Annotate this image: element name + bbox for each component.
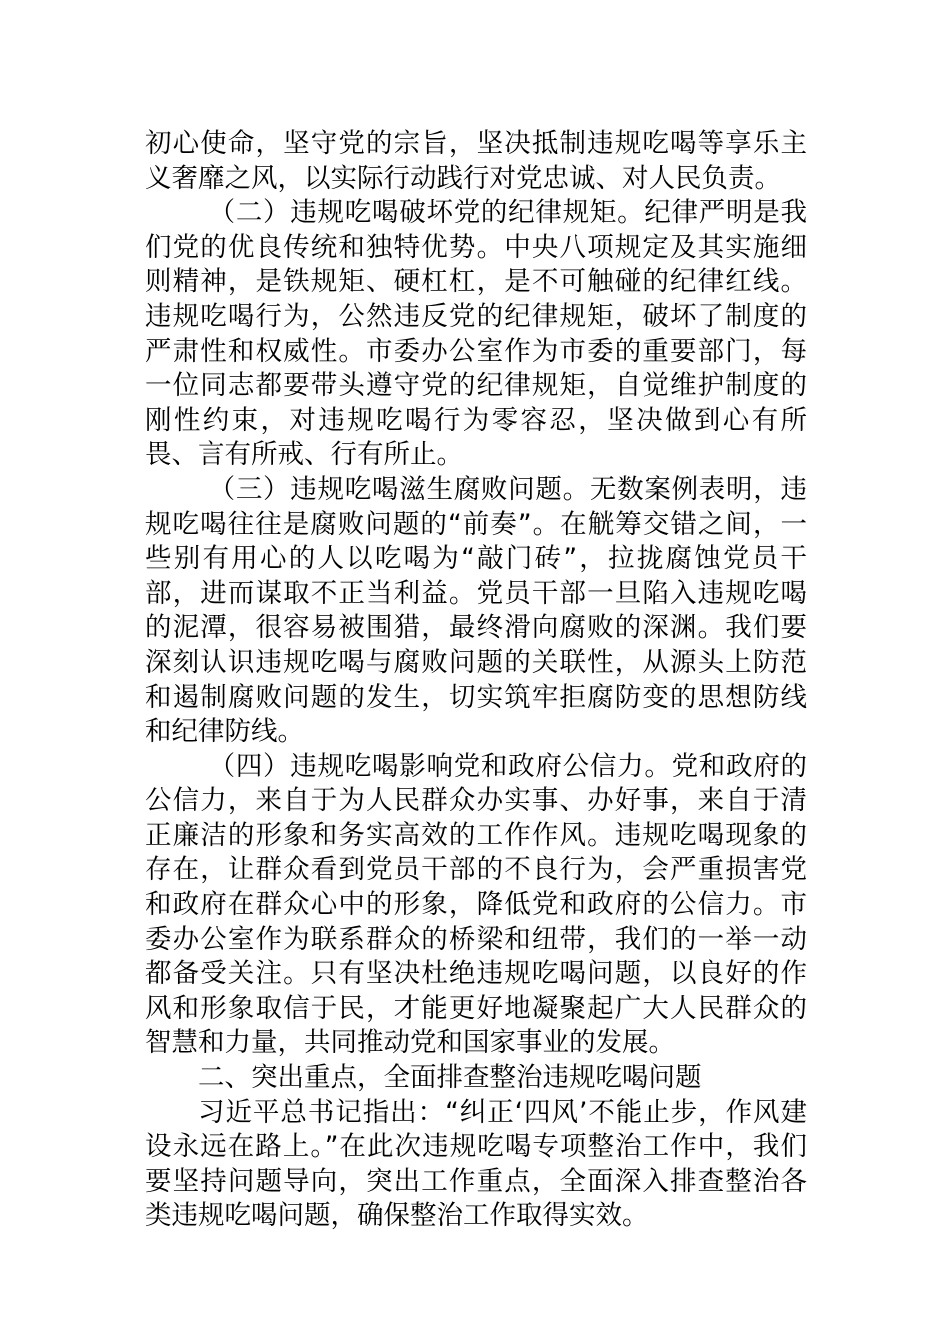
paragraph-quote: 习近平总书记指出：“纠正‘四风’不能止步，作风建设永远在路上。”在此次违规吃喝专项整治工作中，我们要坚持问题导向，突出工作重点，全面深入排查整治各类违规吃喝问题，确保整治工作取得实效。 (145, 1096, 807, 1232)
paragraph-continuation: 初心使命，坚守党的宗旨，坚决抵制违规吃喝等享乐主义奢靡之风，以实际行动践行对党忠诚、对人民负责。 (145, 128, 807, 194)
paragraph-section-3: （三）违规吃喝滋生腐败问题。无数案例表明，违规吃喝往往是腐败问题的“前奏”。在觥筹交错之间，一些别有用心的人以吃喝为“敲门砖”，拉拢腐蚀党员干部，进而谋取不正当利益。党员干部一旦陷入违规吃喝的泥潭，很容易被围猎，最终滑向腐败的深渊。我们要深刻认识违规吃喝与腐败问题的关联性，从源头上防范和遏制腐败问题的发生，切实筑牢拒腐防变的思想防线和纪律防线。 (145, 473, 807, 748)
body-text (145, 127, 807, 1234)
section-heading: 二、突出重点，全面排查整治违规吃喝问题 (198, 1062, 702, 1094)
paragraph-section-2: （二）违规吃喝破坏党的纪律规矩。纪律严明是我们党的优良传统和独特优势。中央八项规定及其实施细则精神，是铁规矩、硬杠杠，是不可触碰的纪律红线。违规吃喝行为，公然违反党的纪律规矩，破坏了制度的严肃性和权威性。市委办公室作为市委的重要部门，每一位同志都要带头遵守党的纪律规矩，自觉维护制度的刚性约束，对违规吃喝行为零容忍，坚决做到心有所畏、言有所戒、行有所止。 (145, 197, 807, 471)
paragraph-section-4: （四）违规吃喝影响党和政府公信力。党和政府的公信力，来自于为人民群众办实事、办好事，来自于清正廉洁的形象和务实高效的工作作风。违规吃喝现象的存在，让群众看到党员干部的不良行为，会严重损害党和政府在群众心中的形象，降低党和政府的公信力。市委办公室作为联系群众的桥梁和纽带，我们的一举一动都备受关注。只有坚决杜绝违规吃喝问题，以良好的作风和形象取信于民，才能更好地凝聚起广大人民群众的智慧和力量，共同推动党和国家事业的发展。 (145, 750, 807, 1059)
